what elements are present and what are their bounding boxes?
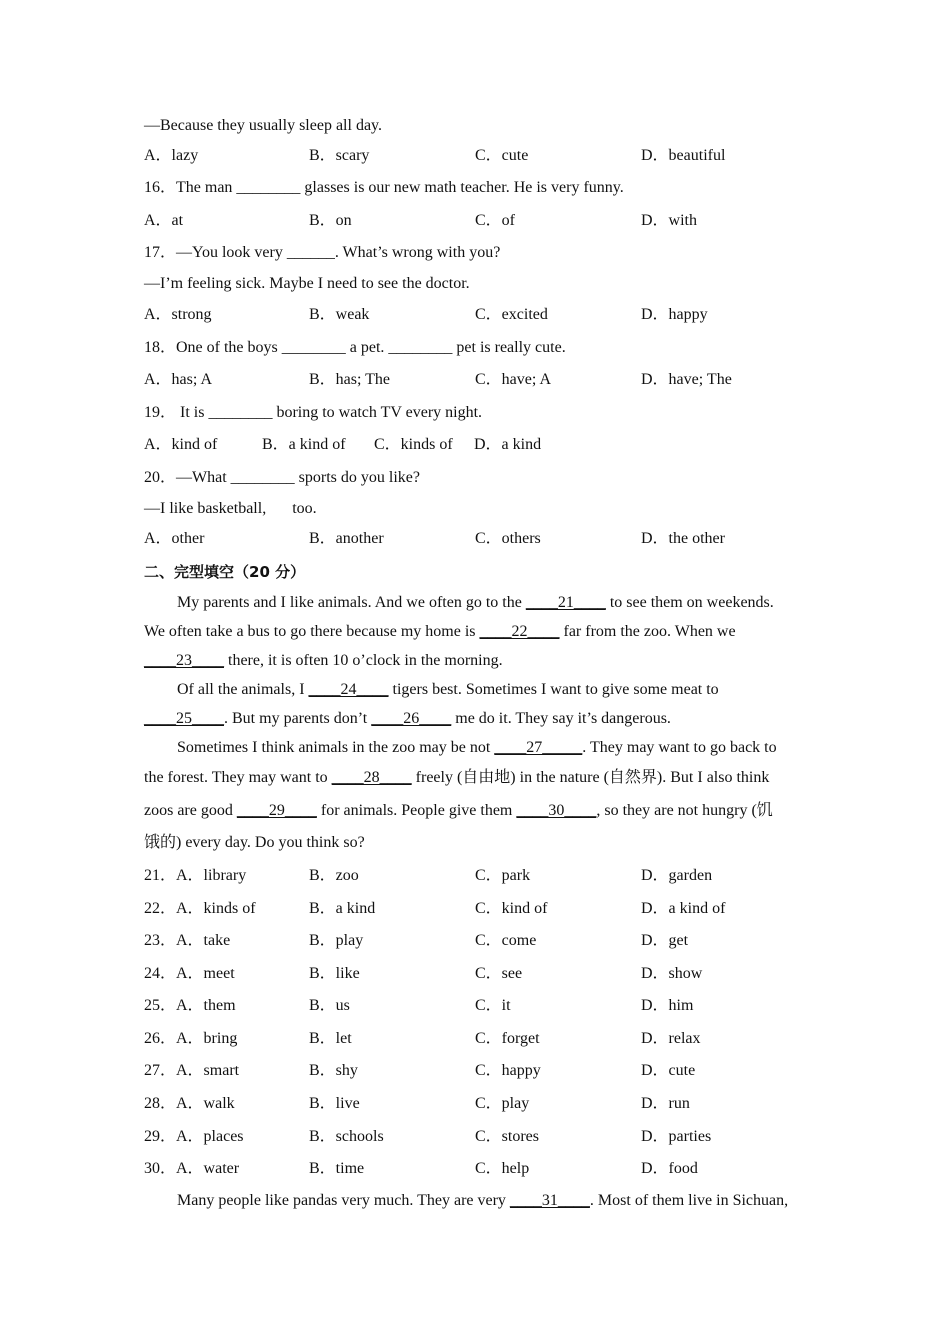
passage-text: far from the zoo. When we bbox=[559, 623, 736, 640]
q15-answer-line: —Because they usually sleep all day. bbox=[144, 117, 382, 134]
blank-21: ____21____ bbox=[525, 594, 606, 611]
option-d: D．have; The bbox=[641, 371, 732, 388]
passage-line-4 bbox=[177, 680, 719, 700]
option-c: C．park bbox=[475, 867, 531, 884]
option-b: B．shy bbox=[309, 1062, 358, 1079]
passage2-line-1 bbox=[177, 1191, 788, 1211]
option-a: 24．A．meet bbox=[144, 965, 235, 982]
option-c: C．excited bbox=[475, 306, 548, 323]
option-a: A．kind of bbox=[144, 436, 218, 453]
option-a: A．other bbox=[144, 530, 205, 547]
passage-text: for animals. People give them bbox=[316, 802, 517, 819]
option-a: A．at bbox=[144, 212, 184, 229]
option-d: D．a kind bbox=[474, 436, 542, 453]
option-b: B．play bbox=[309, 932, 364, 949]
option-c: C．kinds of bbox=[374, 436, 453, 453]
q18-stem: 18．One of the boys ________ a pet. ________ pet is really cute. bbox=[144, 339, 566, 356]
option-b: B．on bbox=[309, 212, 352, 229]
q20-response bbox=[144, 499, 317, 519]
option-b: B．let bbox=[309, 1030, 352, 1047]
option-d: D．parties bbox=[641, 1128, 712, 1145]
option-b: B．another bbox=[309, 530, 384, 547]
option-b: B．weak bbox=[309, 306, 370, 323]
option-b: B．time bbox=[309, 1160, 365, 1177]
passage-text: . Most of them live in Sichuan, bbox=[589, 1192, 789, 1209]
option-a: 22．A．kinds of bbox=[144, 900, 256, 917]
option-d: D．him bbox=[641, 997, 694, 1014]
passage-text: tigers best. Sometimes I want to give some meat to bbox=[388, 681, 719, 698]
option-c: C．have; A bbox=[475, 371, 551, 388]
passage-text: zoos are good bbox=[144, 802, 237, 819]
passage-text: freely (自由地) in the nature (自然界). But I also think bbox=[411, 769, 770, 786]
option-b: B．live bbox=[309, 1095, 360, 1112]
passage-text: . They may want to go back to bbox=[582, 739, 777, 756]
option-b: B．a kind of bbox=[262, 436, 346, 453]
blank-22: ____22____ bbox=[479, 623, 560, 640]
option-d: D．with bbox=[641, 212, 698, 229]
passage-text: Many people like pandas very much. They are very bbox=[177, 1192, 510, 1209]
option-a: 29．A．places bbox=[144, 1128, 244, 1145]
passage-text: , so they are not hungry (饥 bbox=[596, 802, 773, 819]
passage-text: there, it is often 10 o’clock in the morning. bbox=[224, 652, 503, 669]
option-b: B．has; The bbox=[309, 371, 391, 388]
option-d: D．run bbox=[641, 1095, 690, 1112]
section-title: 二、完型填空（20 分） bbox=[144, 563, 306, 581]
option-b: B．us bbox=[309, 997, 350, 1014]
q20-response-a: —I like basketball, bbox=[144, 500, 267, 517]
option-d: D．food bbox=[641, 1160, 698, 1177]
option-d: D．a kind of bbox=[641, 900, 726, 917]
passage-text: to see them on weekends. bbox=[605, 594, 774, 611]
option-d: D．relax bbox=[641, 1030, 701, 1047]
option-a: 27．A．smart bbox=[144, 1062, 240, 1079]
option-b: B．schools bbox=[309, 1128, 384, 1145]
option-c: C．play bbox=[475, 1095, 530, 1112]
blank-24: ____24____ bbox=[308, 681, 389, 698]
option-d: D．beautiful bbox=[641, 147, 726, 164]
passage-text: . But my parents don’t bbox=[224, 710, 372, 727]
passage-line-7 bbox=[144, 768, 769, 788]
passage-line-5 bbox=[144, 709, 671, 729]
blank-27: ____27_____ bbox=[494, 739, 583, 756]
option-a: 25．A．them bbox=[144, 997, 236, 1014]
q20-stem: 20．—What ________ sports do you like? bbox=[144, 469, 420, 486]
option-d: D．happy bbox=[641, 306, 708, 323]
option-d: D．show bbox=[641, 965, 703, 982]
passage-line-1 bbox=[177, 593, 774, 613]
option-c: C．kind of bbox=[475, 900, 548, 917]
option-a: A．has; A bbox=[144, 371, 213, 388]
q20-response-b: too. bbox=[292, 500, 317, 517]
option-a: 26．A．bring bbox=[144, 1030, 238, 1047]
option-a: 30．A．water bbox=[144, 1160, 240, 1177]
option-a: 23．A．take bbox=[144, 932, 231, 949]
blank-29: ____29____ bbox=[236, 802, 317, 819]
blank-23: ____23____ bbox=[144, 652, 224, 669]
blank-30: ____30____ bbox=[516, 802, 597, 819]
option-c: C．it bbox=[475, 997, 511, 1014]
option-c: C．come bbox=[475, 932, 537, 949]
passage-text: Of all the animals, I bbox=[177, 681, 309, 698]
passage-text: me do it. They say it’s dangerous. bbox=[451, 710, 671, 727]
option-c: C．help bbox=[475, 1160, 530, 1177]
option-d: D．get bbox=[641, 932, 689, 949]
blank-25: ____25____ bbox=[144, 710, 224, 727]
option-a: 28．A．walk bbox=[144, 1095, 235, 1112]
passage-line-2 bbox=[144, 622, 736, 642]
option-c: C．happy bbox=[475, 1062, 541, 1079]
option-a: A．strong bbox=[144, 306, 212, 323]
option-d: D．cute bbox=[641, 1062, 696, 1079]
option-c: C．cute bbox=[475, 147, 529, 164]
passage-text: Sometimes I think animals in the zoo may be not bbox=[177, 739, 495, 756]
blank-28: ____28____ bbox=[331, 769, 412, 786]
option-c: C．forget bbox=[475, 1030, 540, 1047]
q16-stem: 16．The man ________ glasses is our new math teacher. He is very funny. bbox=[144, 179, 624, 196]
option-b: B．a kind bbox=[309, 900, 376, 917]
passage-line-8 bbox=[144, 801, 773, 821]
q17-stem: 17．—You look very ______. What’s wrong with you? bbox=[144, 244, 501, 261]
option-d: D．the other bbox=[641, 530, 725, 547]
option-c: C．of bbox=[475, 212, 516, 229]
option-a: 21．A．library bbox=[144, 867, 247, 884]
passage-text: We often take a bus to go there because my home is bbox=[144, 623, 480, 640]
passage-line-9: 饿的) every day. Do you think so? bbox=[144, 834, 365, 851]
option-b: B．zoo bbox=[309, 867, 359, 884]
q19-stem: 19． It is ________ boring to watch TV every night. bbox=[144, 404, 483, 421]
q17-response: —I’m feeling sick. Maybe I need to see the doctor. bbox=[144, 275, 470, 292]
passage-text: the forest. They may want to bbox=[144, 769, 332, 786]
option-a: A．lazy bbox=[144, 147, 199, 164]
option-c: C．stores bbox=[475, 1128, 540, 1145]
option-d: D．garden bbox=[641, 867, 713, 884]
option-b: B．like bbox=[309, 965, 360, 982]
option-c: C．others bbox=[475, 530, 541, 547]
blank-26: ____26____ bbox=[371, 710, 452, 727]
option-c: C．see bbox=[475, 965, 523, 982]
passage-line-6 bbox=[177, 738, 777, 758]
passage-line-3 bbox=[144, 651, 503, 671]
option-b: B．scary bbox=[309, 147, 370, 164]
passage-text: My parents and I like animals. And we often go to the bbox=[177, 594, 526, 611]
blank-31: ____31____ bbox=[509, 1192, 590, 1209]
